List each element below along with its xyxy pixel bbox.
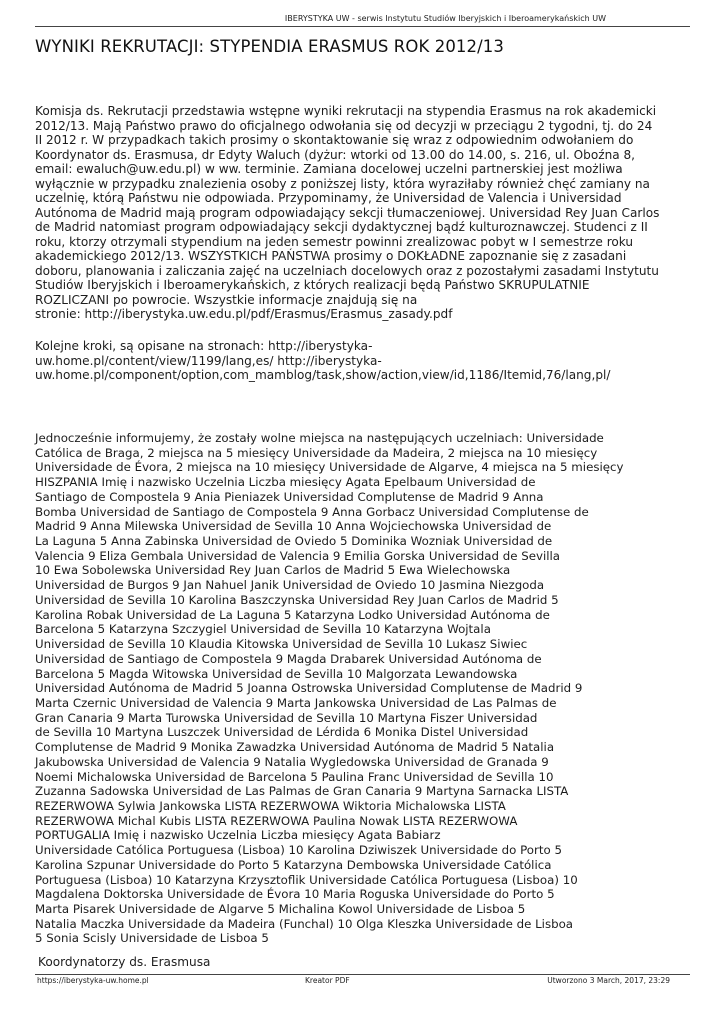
results-line: 10 Ewa Sobolewska Universidad Rey Juan Carlos de Madrid 5 Ewa Wielechowska: [35, 563, 511, 578]
intro-line: Koordynator ds. Erasmusa, dr Edyty Waluch (dyżur: wtorki od 13.00 do 14.00, s. 216, ul. Oboźna 8,: [35, 147, 636, 162]
intro-line: email: ewaluch@uw.edu.pl) w ww. terminie. Zamiana docelowej uczelni partnerskiej jest możliwa: [35, 162, 623, 176]
header-rule: [35, 26, 690, 27]
intro-line: stronie: http://iberystyka.uw.edu.pl/pdf/Erasmus/Erasmus_zasady.pdf: [35, 307, 453, 321]
results-line: HISZPANIA Imię i nazwisko Uczelnia Liczba miesięcy Agata Epelbaum Universidad de: [35, 475, 536, 490]
results-line: Universidad de Sevilla 10 Karolina Baszczynska Universidad Rey Juan Carlos de Madrid 5: [35, 592, 559, 607]
results-line: Barcelona 5 Katarzyna Szczygiel Universidad de Sevilla 10 Katarzyna Wojtala: [35, 622, 491, 637]
results-line: Marta Czernic Universidad de Valencia 9 Marta Jankowska Universidad de Las Palmas de: [35, 695, 557, 710]
site-header: IBERYSTYKA UW - serwis Instytutu Studiów Iberyjskich i Iberoamerykańskich UW: [284, 14, 606, 23]
results-line: Universidade Católica Portuguesa (Lisboa) 10 Karolina Dziwiszek Universidade do Porto 5: [35, 843, 562, 858]
intro-line: doboru, planowania i zaliczania zajęć na uczelniach docelowych oraz z pozostałymi zasadami Instytutu: [35, 263, 659, 278]
results-line: REZERWOWA Sylwia Jankowska LISTA REZERWOWA Wiktoria Michalowska LISTA: [35, 798, 506, 813]
results-line: Santiago de Compostela 9 Ania Pieniazek Universidad Complutense de Madrid 9 Anna: [35, 489, 544, 504]
next-steps-line: Kolejne kroki, są opisane na stronach: http://iberystyka-: [35, 339, 373, 353]
intro-line: uczelnię, którą Państwu nie odpowiada. Przypominamy, że Universidad de Valencia i Universidad: [35, 191, 622, 205]
footer-url[interactable]: https://iberystyka-uw.home.pl: [37, 976, 149, 985]
results-line: REZERWOWA Michal Kubis LISTA REZERWOWA Paulina Nowak LISTA REZERWOWA: [35, 813, 518, 828]
intro-line: ROZLICZANI po powrocie. Wszystkie informacje znajdują się na: [35, 292, 418, 307]
results-line: Valencia 9 Eliza Gembala Universidad de Valencia 9 Emilia Gorska Universidad de Sevilla: [35, 548, 561, 563]
footer-created: Utworzono 3 March, 2017, 23:29: [547, 976, 670, 985]
intro-line: de Madrid natomiast program odpowiadający sekcji dydaktycznej bądź kulturoznawczej. Studenci z II: [35, 220, 648, 234]
results-line: Bomba Universidad de Santiago de Compostela 9 Anna Gorbacz Universidad Complutense de: [35, 504, 589, 519]
results-line: Universidad de Sevilla 10 Klaudia Kitowska Universidad de Sevilla 10 Lukasz Siwiec: [35, 637, 528, 652]
results-line: Universidad de Burgos 9 Jan Nahuel Janik Universidad de Oviedo 10 Jasmina Niezgoda: [35, 578, 545, 593]
intro-line: 2012/13. Mają Państwo prawo do oficjalnego odwołania się od decyzji w przeciągu 2 tygodni, tj. do 24: [35, 118, 653, 133]
page-title: WYNIKI REKRUTACJI: STYPENDIA ERASMUS ROK 2012/13: [35, 37, 504, 56]
footer-generator: Kreator PDF: [305, 976, 350, 985]
results-line: Jednocześnie informujemy, że zostały wolne miejsca na następujących uczelniach: Universidade: [35, 431, 604, 445]
results-line: Barcelona 5 Magda Witowska Universidad de Sevilla 10 Malgorzata Lewandowska: [35, 666, 518, 681]
results-line: PORTUGALIA Imię i nazwisko Uczelnia Liczba miesięcy Agata Babiarz: [35, 828, 441, 843]
results-line: Magdalena Doktorska Universidade de Évora 10 Maria Roguska Universidade do Porto 5: [35, 887, 555, 902]
results-line: Zuzanna Sadowska Universidad de Las Palmas de Gran Canaria 9 Martyna Sarnacka LISTA: [35, 784, 569, 799]
intro-line: Komisja ds. Rekrutacji przedstawia wstępne wyniki rekrutacji na stypendia Erasmus na rok akademicki: [35, 104, 657, 118]
results-list: [35, 431, 691, 946]
results-line: Universidad Autónoma de Madrid 5 Joanna Ostrowska Universidad Complutense de Madrid 9: [35, 681, 583, 696]
results-line: Universidade de Évora, 2 miejsca na 10 miesięcy Universidade de Algarve, 4 miejsca na 5 miesięcy: [35, 460, 624, 475]
results-line: Marta Pisarek Universidade de Algarve 5 Michalina Kowol Universidade de Lisboa 5: [35, 902, 526, 916]
next-steps-paragraph: [35, 339, 689, 383]
next-steps-line: uw.home.pl/content/view/1199/lang,es/ http://iberystyka-: [35, 353, 382, 368]
results-line: Gran Canaria 9 Marta Turowska Universidad de Sevilla 10 Martyna Fiszer Universidad: [35, 710, 538, 725]
results-line: de Sevilla 10 Martyna Luszczek Universidad de Lérdida 6 Monika Distel Universidad: [35, 725, 529, 740]
signature: Koordynatorzy ds. Erasmusa: [38, 955, 211, 969]
results-line: Noemi Michalowska Universidad de Barcelona 5 Paulina Franc Universidad de Sevilla 10: [35, 769, 554, 784]
results-line: Karolina Robak Universidad de La Laguna 5 Katarzyna Lodko Universidad Autónoma de: [35, 607, 550, 622]
intro-line: II 2012 r. W przypadkach takich prosimy o skontaktowanie się wraz z odpowiednim odwołaniem do: [35, 133, 634, 147]
results-line: Universidad de Santiago de Compostela 9 Magda Drabarek Universidad Autónoma de: [35, 651, 542, 666]
results-line: Jakubowska Universidad de Valencia 9 Natalia Wygledowska Universidad de Granada 9: [35, 754, 549, 769]
results-line: Católica de Braga, 2 miejsca na 5 miesięcy Universidade da Madeira, 2 miejsca na 10 miesięcy: [35, 445, 598, 460]
intro-line: roku, ktorzy otrzymali stypendium na jeden semestr powinni zrealizowac pobyt w I semestrze roku: [35, 234, 634, 249]
intro-line: Studiów Iberyjskich i Iberoamerykańskich, z których realizacji będą Państwo SKRUPULATNIE: [35, 278, 590, 292]
results-line: Complutense de Madrid 9 Monika Zawadzka Universidad Autónoma de Madrid 5 Natalia: [35, 740, 555, 755]
results-line: Karolina Szpunar Universidade do Porto 5 Katarzyna Dembowska Universidade Católica: [35, 857, 552, 872]
next-steps-line: uw.home.pl/component/option,com_mamblog/task,show/action,view/id,1186/Itemid,76/lang,pl/: [35, 368, 611, 382]
intro-line: wyłącznie w przypadku znalezienia osoby z poniższej listy, która wyrazіłaby również chęć zamiany na: [35, 176, 650, 191]
footer-rule: [35, 974, 690, 975]
intro-line: Autónoma de Madrid mają program odpowiadający sekcji tłumaczeniowej. Universidad Rey Juan Carlos: [35, 205, 660, 220]
results-line: Madrid 9 Anna Milewska Universidad de Sevilla 10 Anna Wojciechowska Universidad de: [35, 519, 552, 534]
intro-line: akademickiego 2012/13. WSZYSTKICH PAŃSTWA prosimy o DOKŁADNE zapoznanie się z zasadani: [35, 249, 627, 263]
results-line: Natalia Maczka Universidade da Madeira (Funchal) 10 Olga Kleszka Universidade de Lisboa: [35, 916, 574, 931]
results-line: 5 Sonia Scisly Universidade de Lisboa 5: [35, 931, 269, 946]
results-line: La Laguna 5 Anna Zabinska Universidad de Oviedo 5 Dominika Wozniak Universidad de: [35, 534, 553, 549]
intro-paragraph: [35, 104, 689, 322]
results-line: Portuguesa (Lisboa) 10 Katarzyna Krzysztoflik Universidade Católica Portuguesa (Lisboa) 10: [35, 872, 578, 887]
